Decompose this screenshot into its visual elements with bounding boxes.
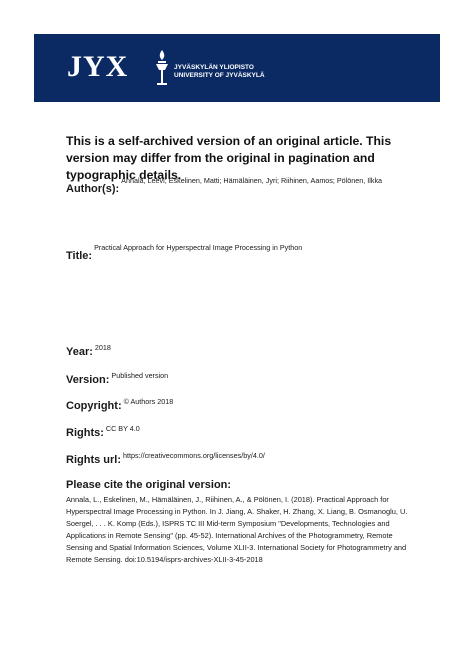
authors-value: Annala, Leevi; Eskelinen, Matti; Hämäläinen, Jyri; Riihinen, Aamos; Pölönen, Ilkka: [121, 176, 383, 185]
copyright-row: [66, 396, 173, 414]
title-value: Practical Approach for Hyperspectral Image Processing in Python: [94, 243, 303, 252]
title-row: [66, 243, 303, 264]
version-row: [66, 370, 168, 388]
jyx-logo: JYX: [67, 50, 129, 83]
version-value: Published version: [111, 371, 169, 380]
authors-label: Author(s):: [66, 183, 120, 195]
university-name-en: UNIVERSITY OF JYVÄSKYLÄ: [174, 72, 265, 79]
title-label: Title:: [66, 250, 93, 262]
rights-value: CC BY 4.0: [105, 424, 140, 433]
university-name: [174, 64, 265, 80]
authors-row: [66, 176, 383, 197]
version-label: Version:: [66, 374, 110, 386]
rights-row: [66, 423, 140, 441]
rights-url-label: Rights url:: [66, 454, 121, 466]
copyright-value: © Authors 2018: [123, 397, 174, 406]
year-row: [66, 342, 111, 360]
self-archive-notice: This is a self-archived version of an original article. This version may differ from the original in pagination and typographic details.: [66, 134, 392, 182]
rights-url-row: [66, 450, 265, 468]
citation-text: Annala, L., Eskelinen, M., Hämäläinen, J., Riihinen, A., & Pölönen, I. (2018). Practical Approach for Hyperspectral Image Processing in Python. In J. Jiang, A. Shaker, H. Zhang, X. Liang, B. Osmanoglu, U. Soergel, . . . K. Komp (Eds.), ISPRS TC III Mid-term Symposium "Developments, Technologies and Applications in Remote Sensing" (pp. 45-52). International Archives of the Photogrammetry, Remote Sensing and Spatial Information Sciences, Volume XLII-3. International Society for Photogrammetry and Remote Sensing. doi:10.5194/isprs-archives-XLII-3-45-2018: [66, 495, 408, 564]
year-label: Year:: [66, 346, 93, 358]
header-banner: [34, 34, 440, 102]
rights-url-link[interactable]: https://creativecommons.org/licenses/by/4.0/: [123, 451, 265, 460]
citation-heading: Please cite the original version:: [66, 479, 232, 491]
rights-label: Rights:: [66, 427, 104, 439]
university-torch-icon: [152, 48, 172, 88]
university-name-fi: JYVÄSKYLÄN YLIOPISTO: [174, 64, 254, 71]
year-value: 2018: [94, 343, 111, 352]
copyright-label: Copyright:: [66, 400, 122, 412]
